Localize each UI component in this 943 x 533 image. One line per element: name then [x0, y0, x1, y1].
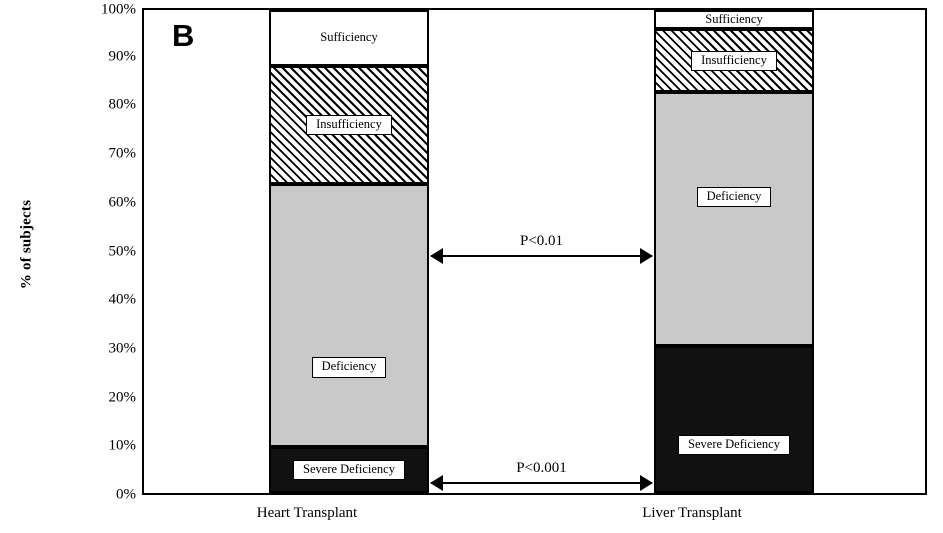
y-tick-label: 90%	[108, 48, 136, 65]
y-tick-label: 0%	[116, 486, 136, 503]
segment-insufficiency	[654, 29, 814, 92]
significance-label: P<0.01	[519, 233, 564, 249]
segment-label: Insufficiency	[306, 115, 392, 135]
y-tick-label: 50%	[108, 243, 136, 259]
panel-letter: B	[172, 18, 195, 53]
y-tick-label: 10%	[108, 437, 136, 454]
y-tick-label: 70%	[108, 145, 136, 162]
plot-area	[142, 8, 927, 495]
segment-sufficiency	[654, 10, 814, 29]
y-tick-label: 100%	[101, 1, 136, 18]
y-tick-label: 20%	[108, 389, 136, 406]
y-axis-label: % of subjects	[18, 199, 35, 290]
segment-severe-deficiency	[654, 346, 814, 493]
segment-deficiency	[269, 184, 429, 447]
arrow-line	[431, 255, 652, 257]
y-tick-label: 40%	[108, 291, 136, 308]
x-axis-label-liver: Liver Transplant	[642, 505, 742, 521]
segment-label: Insufficiency	[691, 51, 777, 71]
arrow-line	[431, 482, 652, 484]
y-axis-ticks	[88, 1, 136, 503]
arrow-head-left-icon	[430, 475, 443, 491]
significance-annotation-lower	[431, 462, 652, 488]
significance-label: P<0.001	[516, 460, 567, 476]
segment-deficiency	[654, 92, 814, 346]
y-tick-label: 30%	[108, 340, 136, 357]
segment-insufficiency	[269, 66, 429, 184]
segment-label: Sufficiency	[320, 30, 378, 45]
segment-label: Severe Deficiency	[293, 460, 405, 480]
segment-label: Sufficiency	[705, 12, 763, 27]
x-axis-label-heart: Heart Transplant	[256, 505, 358, 521]
segment-severe-deficiency	[269, 447, 429, 493]
y-tick-label: 60%	[108, 194, 136, 211]
arrow-head-right-icon	[640, 475, 653, 491]
segment-label: Deficiency	[312, 357, 387, 377]
arrow-head-left-icon	[430, 248, 443, 264]
bar-heart-transplant	[269, 10, 429, 493]
segment-label: Deficiency	[697, 187, 772, 207]
bar-liver-transplant	[654, 10, 814, 493]
segment-label: Severe Deficiency	[678, 435, 790, 455]
segment-sufficiency	[269, 10, 429, 66]
y-tick-label: 80%	[108, 96, 136, 113]
arrow-head-right-icon	[640, 248, 653, 264]
significance-annotation-upper	[431, 235, 652, 261]
